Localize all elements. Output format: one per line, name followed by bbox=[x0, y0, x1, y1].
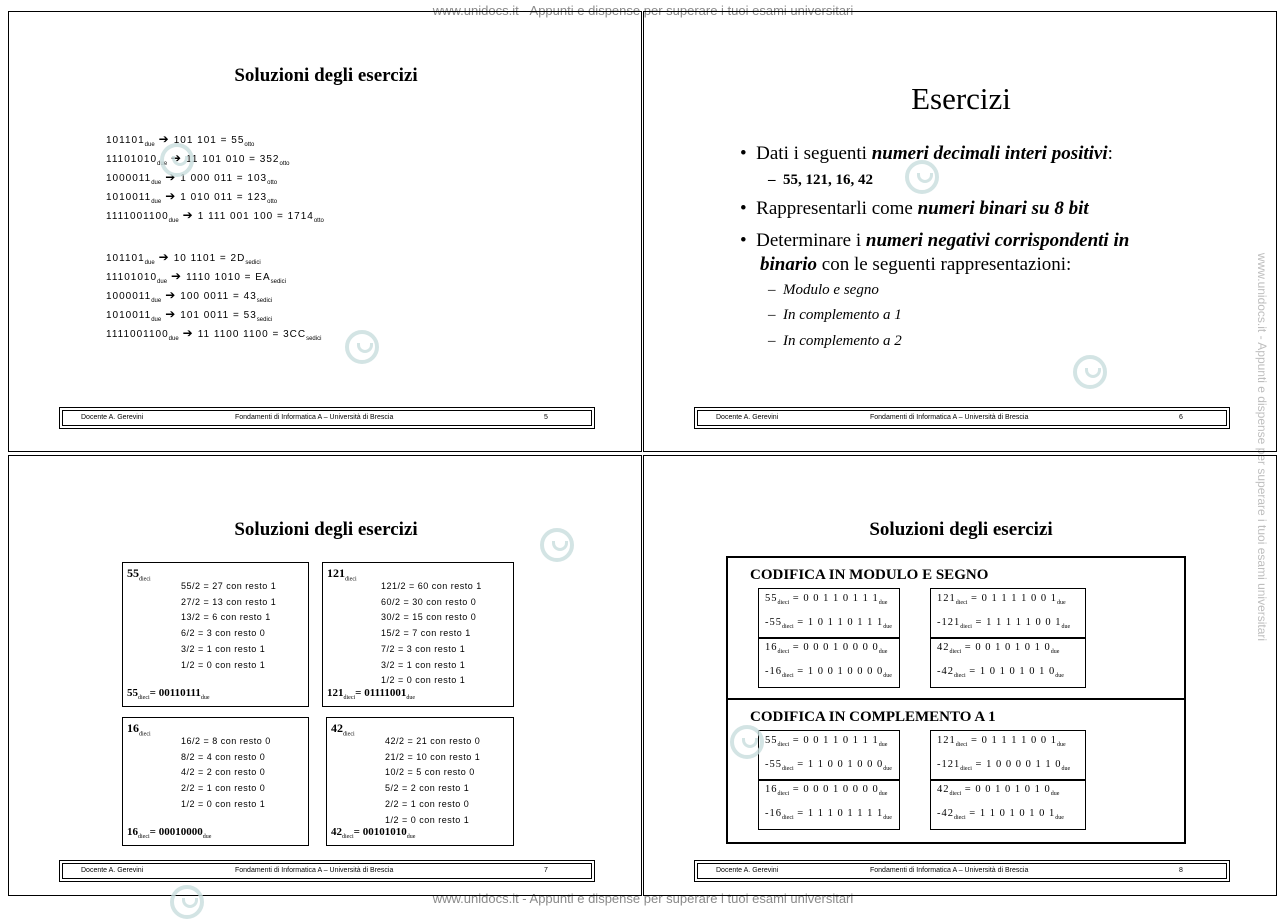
division-step: 21/2 = 10 con resto 1 bbox=[385, 751, 481, 762]
footer-course: Fondamenti di Informatica A – Università di Brescia bbox=[235, 867, 394, 874]
value-text: -55 bbox=[765, 617, 782, 628]
footer-course: Fondamenti di Informatica A – Università di Brescia bbox=[235, 414, 394, 421]
value-text: 1111001100 bbox=[106, 211, 169, 222]
value-text: = 0 0 0 1 0 0 0 0 bbox=[792, 784, 879, 795]
encoding-cell bbox=[930, 779, 1086, 830]
unidocs-logo-icon bbox=[540, 528, 574, 562]
bullet-1-sub: – 55, 121, 16, 42 bbox=[768, 172, 873, 188]
value-text: 42 bbox=[331, 721, 343, 735]
footer-author: Docente A. Gerevini bbox=[81, 414, 144, 421]
value-text: 16 bbox=[765, 642, 778, 653]
base-subscript: otto bbox=[267, 199, 278, 205]
base-subscript: dieci bbox=[345, 576, 357, 583]
base-subscript: due bbox=[157, 279, 168, 285]
page-number: 6 bbox=[1179, 414, 1183, 421]
division-box bbox=[122, 717, 309, 846]
base-subscript: dieci bbox=[954, 673, 966, 680]
positive-encoding bbox=[765, 642, 887, 655]
negative-encoding bbox=[765, 617, 892, 630]
value-text: = 00010000 bbox=[149, 826, 203, 838]
positive-encoding bbox=[937, 593, 1066, 606]
value-text: = 0 1 1 1 1 0 0 1 bbox=[971, 593, 1057, 604]
division-step: 27/2 = 13 con resto 1 bbox=[181, 596, 277, 607]
base-subscript: due bbox=[168, 336, 179, 342]
division-step: 55/2 = 27 con resto 1 bbox=[181, 581, 277, 591]
negative-encoding bbox=[937, 666, 1064, 679]
negative-encoding bbox=[765, 808, 892, 821]
bullet-3-sub-3: – In complemento a 2 bbox=[768, 333, 902, 349]
base-subscript: otto bbox=[244, 142, 255, 148]
value-text: 55 bbox=[765, 735, 778, 746]
value-text: 16 bbox=[127, 826, 138, 838]
division-box bbox=[122, 562, 309, 707]
value-text: 1000011 bbox=[106, 291, 152, 302]
slide-footer bbox=[697, 410, 1227, 426]
positive-encoding bbox=[765, 593, 887, 606]
positive-encoding bbox=[937, 642, 1059, 655]
value-text: -55 bbox=[765, 759, 782, 770]
base-subscript: due bbox=[883, 766, 892, 773]
base-subscript: dieci bbox=[138, 695, 150, 702]
value-text: 42 bbox=[331, 826, 342, 838]
page-number: 8 bbox=[1179, 867, 1183, 874]
section-ones-complement: CODIFICA IN COMPLEMENTO A 1 bbox=[750, 709, 996, 725]
binary-result bbox=[331, 826, 415, 840]
base-subscript: dieci bbox=[777, 791, 790, 798]
value-text: 11 101 010 = 352 bbox=[186, 154, 280, 165]
value-text: 16 bbox=[765, 784, 778, 795]
value-text: = 1 1 1 0 1 1 1 1 bbox=[797, 808, 884, 819]
conversion-line bbox=[106, 326, 321, 342]
value-text: 101101 bbox=[106, 253, 145, 264]
value-text: 1110 1010 = EA bbox=[186, 272, 271, 283]
division-step: 60/2 = 30 con resto 0 bbox=[381, 596, 477, 607]
arrow-icon: ➔ bbox=[158, 132, 170, 146]
unidocs-logo-icon bbox=[1073, 355, 1107, 389]
value-text: = 1 0 1 0 1 0 1 0 bbox=[969, 666, 1056, 677]
division-step: 1/2 = 0 con resto 1 bbox=[381, 675, 466, 686]
division-step: 13/2 = 6 con resto 1 bbox=[181, 612, 271, 623]
base-subscript: due bbox=[1055, 673, 1064, 680]
footer-author: Docente A. Gerevini bbox=[81, 867, 144, 874]
footer-author: Docente A. Gerevini bbox=[716, 867, 779, 874]
division-step: 15/2 = 7 con resto 1 bbox=[381, 628, 471, 639]
division-step: 1/2 = 0 con resto 1 bbox=[181, 798, 266, 809]
bullet-3: • Determinare i numeri negativi corrispondenti in bbox=[740, 230, 1130, 251]
value-text: 11 1100 1100 = 3CC bbox=[197, 329, 307, 340]
base-subscript: dieci bbox=[342, 834, 354, 841]
division-step: 16/2 = 8 con resto 0 bbox=[181, 736, 271, 746]
slide-6 bbox=[643, 11, 1277, 452]
box-number bbox=[331, 721, 355, 737]
conversion-line bbox=[106, 208, 324, 224]
conversion-line bbox=[106, 151, 290, 167]
base-subscript: dieci bbox=[138, 834, 150, 841]
base-subscript: dieci bbox=[960, 624, 972, 631]
value-text: -16 bbox=[765, 666, 782, 677]
base-subscript: due bbox=[878, 600, 888, 607]
unidocs-logo-icon bbox=[160, 143, 194, 177]
bullet-3-cont: binario con le seguenti rappresentazioni: bbox=[760, 254, 1072, 275]
unidocs-logo-icon bbox=[905, 160, 939, 194]
base-subscript: due bbox=[406, 834, 416, 841]
box-number bbox=[127, 721, 151, 737]
base-subscript: due bbox=[878, 649, 888, 656]
encoding-cell bbox=[930, 730, 1086, 781]
box-number bbox=[327, 566, 357, 582]
negative-encoding bbox=[937, 759, 1070, 772]
unidocs-logo-icon bbox=[170, 885, 204, 919]
value-text: 121 bbox=[327, 687, 344, 699]
conversion-line bbox=[106, 170, 277, 186]
base-subscript: dieci bbox=[343, 695, 356, 702]
negative-encoding bbox=[765, 666, 892, 679]
value-text: 1010011 bbox=[106, 310, 152, 321]
section-divider bbox=[728, 698, 1184, 700]
base-subscript: dieci bbox=[955, 742, 968, 749]
base-subscript: due bbox=[878, 742, 888, 749]
arrow-icon: ➔ bbox=[171, 151, 183, 165]
value-text: = 00101010 bbox=[353, 826, 407, 838]
encoding-cell bbox=[758, 588, 900, 639]
value-text: = 00110111 bbox=[149, 687, 201, 699]
value-text: 16 bbox=[127, 721, 139, 735]
footer-author: Docente A. Gerevini bbox=[716, 414, 779, 421]
division-step: 2/2 = 1 con resto 0 bbox=[385, 798, 470, 809]
slide-7 bbox=[8, 455, 642, 896]
value-text: 55 bbox=[127, 566, 139, 580]
division-step: 8/2 = 4 con resto 0 bbox=[181, 751, 266, 762]
base-subscript: dieci bbox=[139, 731, 151, 738]
positive-encoding bbox=[765, 784, 887, 797]
division-step: 1/2 = 0 con resto 1 bbox=[385, 814, 470, 825]
base-subscript: due bbox=[1061, 624, 1071, 631]
value-text: -16 bbox=[765, 808, 782, 819]
base-subscript: due bbox=[151, 317, 162, 323]
base-subscript: due bbox=[1055, 815, 1064, 822]
value-text: -42 bbox=[937, 666, 954, 677]
base-subscript: due bbox=[1056, 742, 1066, 749]
positive-encoding bbox=[937, 735, 1066, 748]
value-text: -121 bbox=[937, 759, 961, 770]
base-subscript: dieci bbox=[949, 791, 962, 798]
division-box bbox=[326, 717, 514, 846]
value-text: = 1 1 1 1 1 0 0 1 bbox=[975, 617, 1062, 628]
base-subscript: due bbox=[151, 199, 162, 205]
value-text: 55 bbox=[127, 687, 138, 699]
footer-course: Fondamenti di Informatica A – Università di Brescia bbox=[870, 867, 1029, 874]
base-subscript: dieci bbox=[343, 731, 355, 738]
division-step: 2/2 = 1 con resto 0 bbox=[181, 783, 266, 794]
arrow-icon: ➔ bbox=[171, 269, 183, 283]
bullet-3-sub-2: – In complemento a 1 bbox=[768, 307, 902, 323]
encoding-cell bbox=[758, 730, 900, 781]
binary-result bbox=[127, 826, 211, 840]
base-subscript: dieci bbox=[777, 742, 790, 749]
value-text: 1111001100 bbox=[106, 329, 169, 340]
value-text: = 1 0 0 0 0 1 1 0 bbox=[975, 759, 1062, 770]
arrow-icon: ➔ bbox=[182, 326, 194, 340]
slide-footer bbox=[62, 410, 592, 426]
footer-course: Fondamenti di Informatica A – Università di Brescia bbox=[870, 414, 1029, 421]
base-subscript: due bbox=[157, 161, 168, 167]
division-step: 6/2 = 3 con resto 0 bbox=[181, 628, 266, 639]
positive-encoding bbox=[765, 735, 887, 748]
value-text: 101 101 = 55 bbox=[173, 135, 245, 146]
division-step: 42/2 = 21 con resto 0 bbox=[385, 736, 481, 746]
section-sign-magnitude: CODIFICA IN MODULO E SEGNO bbox=[750, 567, 989, 583]
watermark-bottom: www.unidocs.it - Appunti e dispense per superare i tuoi esami universitari bbox=[432, 891, 854, 906]
base-subscript: dieci bbox=[777, 600, 790, 607]
division-step: 4/2 = 2 con resto 0 bbox=[181, 767, 266, 778]
value-text: 1 000 011 = 103 bbox=[180, 173, 268, 184]
base-subscript: sedici bbox=[270, 279, 286, 285]
value-text: 121 bbox=[937, 735, 956, 746]
base-subscript: dieci bbox=[955, 600, 968, 607]
bullet-3-sub-1: – Modulo e segno bbox=[768, 282, 879, 298]
conversion-line bbox=[106, 288, 272, 304]
base-subscript: due bbox=[1050, 791, 1060, 798]
base-subscript: due bbox=[144, 142, 155, 148]
value-text: 121 bbox=[937, 593, 956, 604]
encoding-cell bbox=[930, 588, 1086, 639]
base-subscript: due bbox=[151, 180, 162, 186]
slide-title: Soluzioni degli esercizi bbox=[234, 65, 418, 86]
encoding-cell bbox=[930, 637, 1086, 688]
arrow-icon: ➔ bbox=[182, 208, 194, 222]
arrow-icon: ➔ bbox=[165, 170, 177, 184]
value-text: = 1 0 0 1 0 0 0 0 bbox=[797, 666, 884, 677]
base-subscript: due bbox=[144, 260, 155, 266]
division-step: 3/2 = 1 con resto 1 bbox=[381, 659, 466, 670]
value-text: 1 111 001 100 = 1714 bbox=[197, 211, 314, 222]
encoding-table bbox=[726, 556, 1186, 844]
base-subscript: dieci bbox=[782, 673, 794, 680]
watermark-right: www.unidocs.it - Appunti e dispense per superare i tuoi esami universitari bbox=[1255, 252, 1270, 642]
division-step: 30/2 = 15 con resto 0 bbox=[381, 612, 477, 623]
value-text: = 0 0 1 1 0 1 1 1 bbox=[792, 735, 879, 746]
slide-title: Soluzioni degli esercizi bbox=[869, 519, 1053, 540]
conversion-line bbox=[106, 189, 277, 205]
base-subscript: dieci bbox=[139, 576, 151, 583]
base-subscript: dieci bbox=[960, 766, 972, 773]
division-step: 1/2 = 0 con resto 1 bbox=[181, 659, 266, 670]
value-text: = 01111001 bbox=[355, 687, 407, 699]
value-text: = 0 0 1 0 1 0 1 0 bbox=[964, 642, 1051, 653]
base-subscript: due bbox=[200, 695, 210, 702]
slide-title: Soluzioni degli esercizi bbox=[234, 519, 418, 540]
base-subscript: due bbox=[168, 218, 179, 224]
arrow-icon: ➔ bbox=[165, 189, 177, 203]
value-text: 11101010 bbox=[106, 272, 158, 283]
base-subscript: sedici bbox=[256, 317, 273, 323]
base-subscript: due bbox=[406, 695, 416, 702]
watermark-top: www.unidocs.it - Appunti e dispense per superare i tuoi esami universitari bbox=[432, 3, 854, 18]
base-subscript: due bbox=[1056, 600, 1066, 607]
base-subscript: otto bbox=[279, 161, 290, 167]
division-step: 121/2 = 60 con resto 1 bbox=[381, 581, 482, 591]
base-subscript: otto bbox=[313, 218, 324, 224]
base-subscript: due bbox=[878, 791, 888, 798]
value-text: = 0 0 1 1 0 1 1 1 bbox=[792, 593, 879, 604]
base-subscript: dieci bbox=[777, 649, 790, 656]
conversion-line bbox=[106, 250, 261, 266]
base-subscript: sedici bbox=[245, 260, 261, 266]
conversion-line bbox=[106, 307, 272, 323]
base-subscript: dieci bbox=[954, 815, 966, 822]
arrow-icon: ➔ bbox=[158, 250, 170, 264]
bullet-2: • Rappresentarli come numeri binari su 8 bit bbox=[740, 198, 1089, 219]
value-text: 10 1101 = 2D bbox=[173, 253, 246, 264]
negative-encoding bbox=[765, 759, 892, 772]
division-step: 7/2 = 3 con resto 1 bbox=[381, 643, 466, 654]
value-text: 1010011 bbox=[106, 192, 152, 203]
encoding-cell bbox=[758, 637, 900, 688]
encoding-cell bbox=[758, 779, 900, 830]
base-subscript: due bbox=[883, 815, 892, 822]
base-subscript: dieci bbox=[949, 649, 962, 656]
base-subscript: due bbox=[1061, 766, 1071, 773]
base-subscript: due bbox=[883, 673, 892, 680]
value-text: = 0 0 1 0 1 0 1 0 bbox=[964, 784, 1051, 795]
division-step: 5/2 = 2 con resto 1 bbox=[385, 783, 470, 794]
value-text: 101101 bbox=[106, 135, 145, 146]
value-text: 55 bbox=[765, 593, 778, 604]
value-text: = 1 0 1 1 0 1 1 1 bbox=[797, 617, 884, 628]
arrow-icon: ➔ bbox=[165, 288, 177, 302]
division-step: 3/2 = 1 con resto 1 bbox=[181, 643, 266, 654]
base-subscript: sedici bbox=[306, 336, 322, 342]
slide-footer bbox=[697, 863, 1227, 879]
negative-encoding bbox=[937, 808, 1064, 821]
conversion-line bbox=[106, 269, 286, 285]
value-text: 42 bbox=[937, 784, 950, 795]
base-subscript: sedici bbox=[256, 298, 273, 304]
value-text: = 0 1 1 1 1 0 0 1 bbox=[971, 735, 1057, 746]
negative-encoding bbox=[937, 617, 1070, 630]
division-box bbox=[322, 562, 514, 707]
slide-8 bbox=[643, 455, 1277, 896]
unidocs-logo-icon bbox=[345, 330, 379, 364]
binary-result bbox=[127, 687, 210, 701]
value-text: = 1 1 0 1 0 1 0 1 bbox=[969, 808, 1056, 819]
slide-title: Esercizi bbox=[911, 81, 1011, 116]
arrow-icon: ➔ bbox=[165, 307, 177, 321]
value-text: 1 010 011 = 123 bbox=[180, 192, 268, 203]
base-subscript: due bbox=[202, 834, 212, 841]
page-number: 5 bbox=[544, 414, 548, 421]
value-text: 101 0011 = 53 bbox=[180, 310, 257, 321]
value-text: 42 bbox=[937, 642, 950, 653]
base-subscript: otto bbox=[267, 180, 278, 186]
page-number: 7 bbox=[544, 867, 548, 874]
box-number bbox=[127, 566, 151, 582]
value-text: -121 bbox=[937, 617, 961, 628]
slide-5 bbox=[8, 11, 642, 452]
positive-encoding bbox=[937, 784, 1059, 797]
value-text: 11101010 bbox=[106, 154, 158, 165]
division-step: 10/2 = 5 con resto 0 bbox=[385, 767, 475, 778]
slide-footer bbox=[62, 863, 592, 879]
base-subscript: due bbox=[883, 624, 892, 631]
base-subscript: dieci bbox=[782, 624, 794, 631]
value-text: = 0 0 0 1 0 0 0 0 bbox=[792, 642, 879, 653]
value-text: = 1 1 0 0 1 0 0 0 bbox=[797, 759, 884, 770]
value-text: 100 0011 = 43 bbox=[180, 291, 257, 302]
binary-result bbox=[327, 687, 415, 701]
bullet-1: • Dati i seguenti numeri decimali interi positivi: bbox=[740, 143, 1113, 164]
unidocs-logo-icon bbox=[730, 725, 764, 759]
value-text: 1000011 bbox=[106, 173, 152, 184]
base-subscript: due bbox=[151, 298, 162, 304]
value-text: 121 bbox=[327, 566, 345, 580]
base-subscript: dieci bbox=[782, 815, 794, 822]
base-subscript: dieci bbox=[782, 766, 794, 773]
base-subscript: due bbox=[1050, 649, 1060, 656]
value-text: -42 bbox=[937, 808, 954, 819]
